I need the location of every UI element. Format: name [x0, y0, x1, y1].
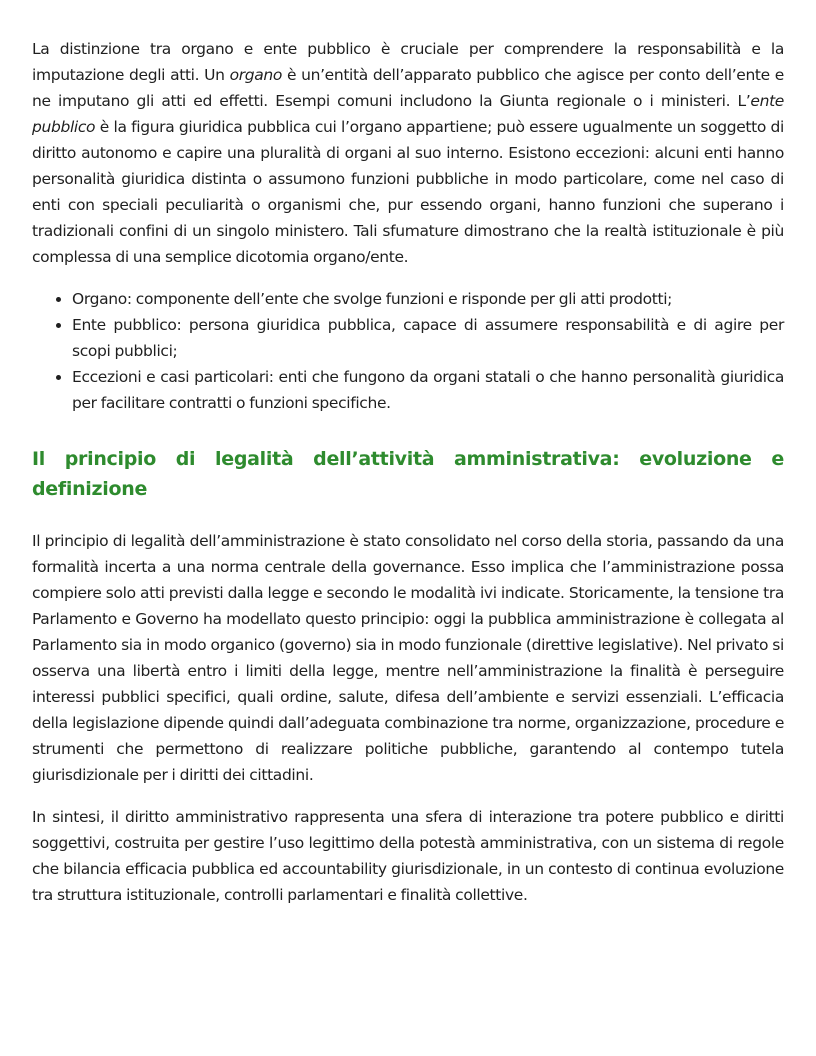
list-item-ente-pubblico: • Ente pubblico: persona giuridica pubblica, capace di assumere responsabilità e di agire per scopi pubblici; — [72, 312, 784, 364]
term-ente-pubblico: ente pubblico — [32, 92, 784, 136]
definitions-list — [32, 286, 784, 416]
list-item-organo: • Organo: componente dell’ente che svolge funzioni e risponde per gli atti prodotti; — [72, 286, 784, 312]
legality-paragraph: Il principio di legalità dell’amministrazione è stato consolidato nel corso della storia, passando da una formalità incerta a una norma centrale della governance. Esso implica che l’amministrazione possa compiere solo atti previsti dalla legge e secondo le modalità ivi indicate. Storicamente, la tensione tra Parlamento e Governo ha modellato questo principio: oggi la pubblica amministrazione è collegata al Parlamento sia in modo organico (governo) sia in modo funzionale (direttive legislative). Nel privato si osserva una libertà entro i limiti della legge, mentre nell’amministrazione la finalità è perseguire interessi pubblici specifici, quali ordine, salute, difesa dell’ambiente e servizi essenziali. L’efficacia della legislazione dipende quindi dall’adeguata combinazione tra norme, organizzazione, procedure e strumenti che permettono di realizzare politiche pubbliche, garantendo al contempo tutela giurisdizionale per i diritti dei cittadini. — [32, 532, 784, 784]
summary-paragraph: In sintesi, il diritto amministrativo rappresenta una sfera di interazione tra potere pubblico e diritti soggettivi, costruita per gestire l’uso legittimo della potestà amministrativa, con un sistema di regole che bilancia efficacia pubblica ed accountability giurisdizionale, in un contesto di continua evoluzione tra struttura istituzionale, controlli parlamentari e finalità collettive. — [32, 808, 784, 904]
intro-paragraph — [32, 36, 784, 270]
intro-text-part-3: è la figura giuridica pubblica cui l’organo appartiene; può essere ugualmente un soggetto di diritto autonomo e capire una pluralità di organi al suo interno. Esistono eccezioni: alcuni enti hanno personalità giuridica distinta o assumono funzioni pubbliche in modo particolare, come nel caso di enti con speciali peculiarità o organismi che, pur essendo organi, hanno funzioni che superano i tradizionali confini di un singolo ministero. Tali sfumature dimostrano che la realtà istituzionale è più complessa di una semplice dicotomia organo/ente. — [32, 118, 784, 266]
document-page — [32, 36, 784, 908]
term-organo: organo — [229, 66, 283, 84]
intro-text-part-1: La distinzione tra organo e ente pubblico è cruciale per comprendere la responsabilità e la imputazione degli atti. Un — [32, 40, 784, 84]
list-item-eccezioni: • Eccezioni e casi particolari: enti che fungono da organi statali o che hanno personalità giuridica per facilitare contratti o funzioni specifiche. — [72, 364, 784, 416]
section-heading: Il principio di legalità dell’attività amministrativa: evoluzione e definizione — [32, 448, 784, 500]
intro-text-part-2: è un’entità dell’apparato pubblico che agisce per conto dell’ente e ne imputano gli atti ed effetti. Esempi comuni includono la Giunta regionale o i ministeri. L’ — [32, 66, 784, 110]
